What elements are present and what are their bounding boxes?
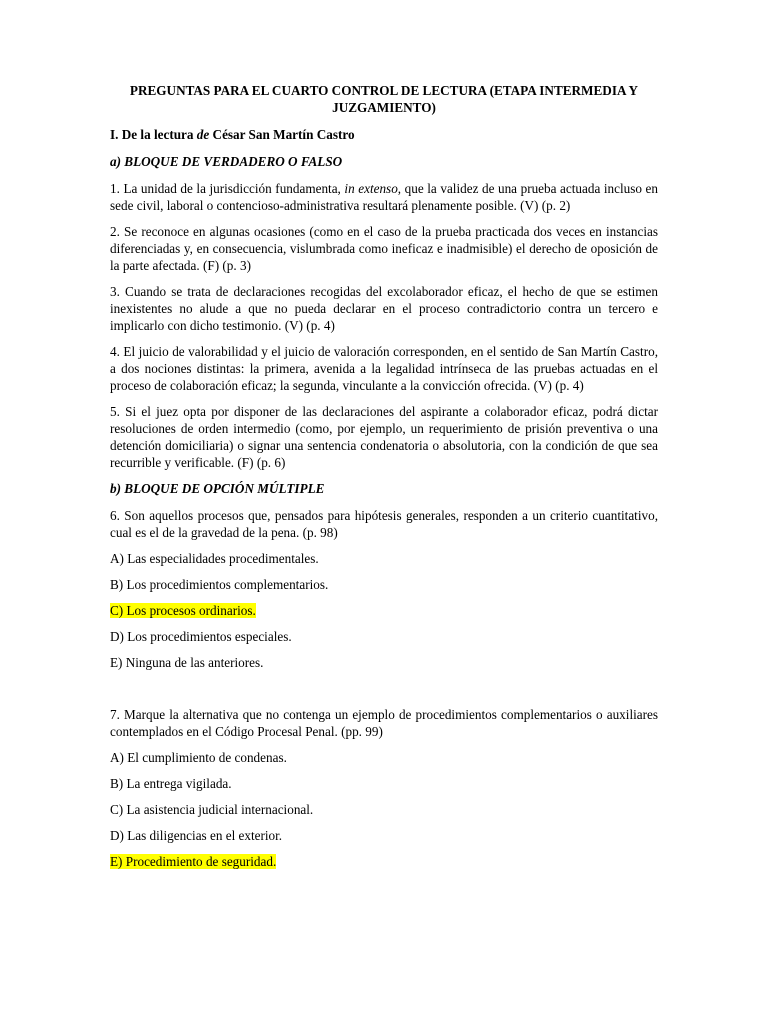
- section-heading: [110, 126, 658, 143]
- question-4: 4. El juicio de valorabilidad y el juicio de valoración corresponden, en el sentido de San Martín Castro, a dos nociones distintas: la primera, avenida a la legalidad intrínseca de las pruebas actuadas en el proceso de colaboración eficaz; la segunda, vinculante a la convicción ofrecida. (V) (p. 4): [110, 344, 658, 393]
- question-7-option-b: [110, 775, 658, 792]
- question-1-post: , que la validez de una prueba actuada incluso en sede civil, laboral o contencioso-administrativa resultará plenamente posible. (V) (p. 2): [110, 181, 658, 213]
- option-text: E) Ninguna de las anteriores.: [110, 655, 264, 670]
- option-text: A) Las especialidades procedimentales.: [110, 551, 319, 566]
- option-text: B) Los procedimientos complementarios.: [110, 577, 329, 592]
- block-a-heading: a) BLOQUE DE VERDADERO O FALSO: [110, 154, 343, 169]
- question-7-option-e: [110, 853, 658, 870]
- option-text: B) La entrega vigilada.: [110, 776, 232, 791]
- question-7-option-c: [110, 801, 658, 818]
- question-5: 5. Si el juez opta por disponer de las declaraciones del aspirante a colaborador eficaz, podrá dictar resoluciones de orden intermedio (como, por ejemplo, un requerimiento de prisión preventiva o una detención domiciliaria) o signar una sentencia condenatoria o absolutoria, con la condición de que sea recurrible y verificable. (F) (p. 6): [110, 404, 658, 470]
- highlighted-answer: C) Los procesos ordinarios.: [110, 603, 256, 618]
- document-title: PREGUNTAS PARA EL CUARTO CONTROL DE LECTURA (ETAPA INTERMEDIA Y JUZGAMIENTO): [129, 83, 639, 115]
- option-text: C) La asistencia judicial internacional.: [110, 802, 314, 817]
- question-7-option-a: [110, 749, 658, 766]
- question-6-option-c: [110, 602, 658, 619]
- question-3: 3. Cuando se trata de declaraciones recogidas del excolaborador eficaz, el hecho de que se estimen inexistentes no alude a que no pueda declarar en el proceso contradictorio contra un tercero e implicarlo con dicho testimonio. (V) (p. 4): [110, 284, 658, 333]
- question-1-italic: in extenso: [344, 181, 398, 196]
- section-heading-suffix: César San Martín Castro: [209, 127, 355, 142]
- question-6-option-a: [110, 550, 658, 567]
- question-7: 7. Marque la alternativa que no contenga un ejemplo de procedimientos complementarios o auxiliares contemplados en el Código Procesal Penal. (pp. 99): [110, 707, 658, 739]
- question-6-option-d: [110, 628, 658, 645]
- highlighted-answer: E) Procedimiento de seguridad.: [110, 854, 277, 869]
- question-6-option-b: [110, 576, 658, 593]
- section-heading-prefix: I. De la lectura: [110, 127, 197, 142]
- question-6: 6. Son aquellos procesos que, pensados para hipótesis generales, responden a un criterio cuantitativo, cual es el de la gravedad de la pena. (p. 98): [110, 508, 658, 540]
- option-text: D) Los procedimientos especiales.: [110, 629, 292, 644]
- question-6-option-e: [110, 654, 658, 671]
- option-text: A) El cumplimiento de condenas.: [110, 750, 287, 765]
- spacer: [110, 680, 658, 706]
- question-7-option-d: [110, 827, 658, 844]
- question-2: 2. Se reconoce en algunas ocasiones (como en el caso de la prueba practicada dos veces en instancias diferenciadas y, en consecuencia, vislumbrada como ineficaz e inadmisible) el derecho de oposición de la parte afectada. (F) (p. 3): [110, 224, 658, 273]
- question-1: [110, 180, 658, 214]
- question-1-pre: 1. La unidad de la jurisdicción fundamenta,: [110, 181, 345, 196]
- option-text: D) Las diligencias en el exterior.: [110, 828, 283, 843]
- section-heading-italic: de: [196, 127, 210, 142]
- document-page: [110, 82, 658, 879]
- block-b-heading: b) BLOQUE DE OPCIÓN MÚLTIPLE: [110, 481, 325, 496]
